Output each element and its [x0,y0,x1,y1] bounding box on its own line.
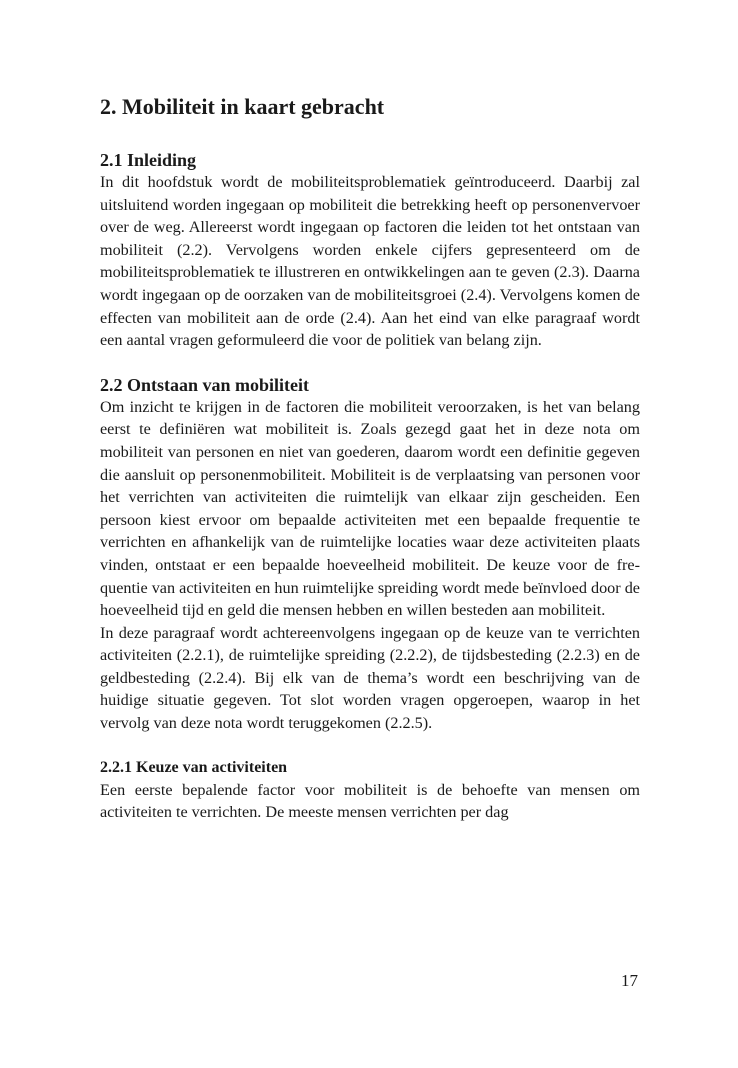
ontstaan-paragraph-1: Om inzicht te krijgen in de factoren die mobiliteit veroorzaken, is het van belang eerst te definiëren wat mobiliteit is. Zoals gezegd gaat het in deze nota om mobiliteit van personen en niet van goederen, daarom wordt een definitie gegeven die aansluit op personenmobiliteit. Mobiliteit is de verplaatsing van personen voor het verrichten van activiteiten die ruimtelijk van elkaar zijn gescheiden. Een persoon kiest ervoor om bepaalde activiteiten met een bepaalde frequentie te verrichten en afhankelijk van de ruimtelijke locaties waar deze activiteiten plaats vinden, ontstaat er een bepaalde hoeveelheid mobiliteit. De keuze voor de frequentie van activiteiten en hun ruimtelijke spreiding wordt mede beïnvloed door de hoeveelheid tijd en geld die mensen hebben en willen besteden aan mobiliteit. [100,397,640,620]
chapter-title: 2. Mobiliteit in kaart gebracht [100,94,385,119]
subsection-title-keuze: 2.2.1 Keuze van activiteiten [100,758,288,776]
section-title-inleiding: 2.1 Inleiding [100,150,197,170]
section-inleiding [100,149,640,352]
page-number: 17 [621,971,638,990]
ontstaan-paragraph-2: In deze paragraaf wordt achtereenvolgens ingegaan op de keuze van te verrichten activiteiten (2.2.1), de ruimtelijke spreiding (2.2.2), de tijdsbesteding (2.2.3) en de geldbesteding (2.2.4). Bij elk van de thema’s wordt een beschrijving van de huidige situatie gegeven. Tot slot worden vragen opgeroepen, waarop in het vervolg van deze nota wordt teruggekomen (2.2.5). [100,623,640,733]
section-ontstaan [100,374,640,735]
section-title-ontstaan: 2.2 Ontstaan van mobiliteit [100,374,310,395]
page-content [100,92,640,846]
keuze-paragraph: Een eerste bepalende factor voor mobiliteit is de behoefte van mensen om activiteiten te verrichten. De meeste mensen verrichten per dag [100,780,640,822]
inleiding-paragraph: In dit hoofdstuk wordt de mobiliteitsproblematiek geïntroduceerd. Daarbij zal uitsluitend worden ingegaan op mobiliteit die betrekking heeft op personenvervoer over de weg. Allereerst wordt ingegaan op factoren die leiden tot het ontstaan van mobiliteit (2.2). Vervolgens worden enkele cijfers gepresenteerd om de mobiliteitsproblematiek te illustreren en ontwikkelingen aan te geven (2.3). Daarna wordt ingegaan op de oorzaken van de mobiliteitsgroei (2.4). Vervolgens komen de effecten van mobiliteit aan de orde (2.4). Aan het eind van elke paragraaf wordt een aantal vragen geformuleerd die voor de politiek van belang zijn. [100,173,640,350]
section-keuze [100,757,640,824]
